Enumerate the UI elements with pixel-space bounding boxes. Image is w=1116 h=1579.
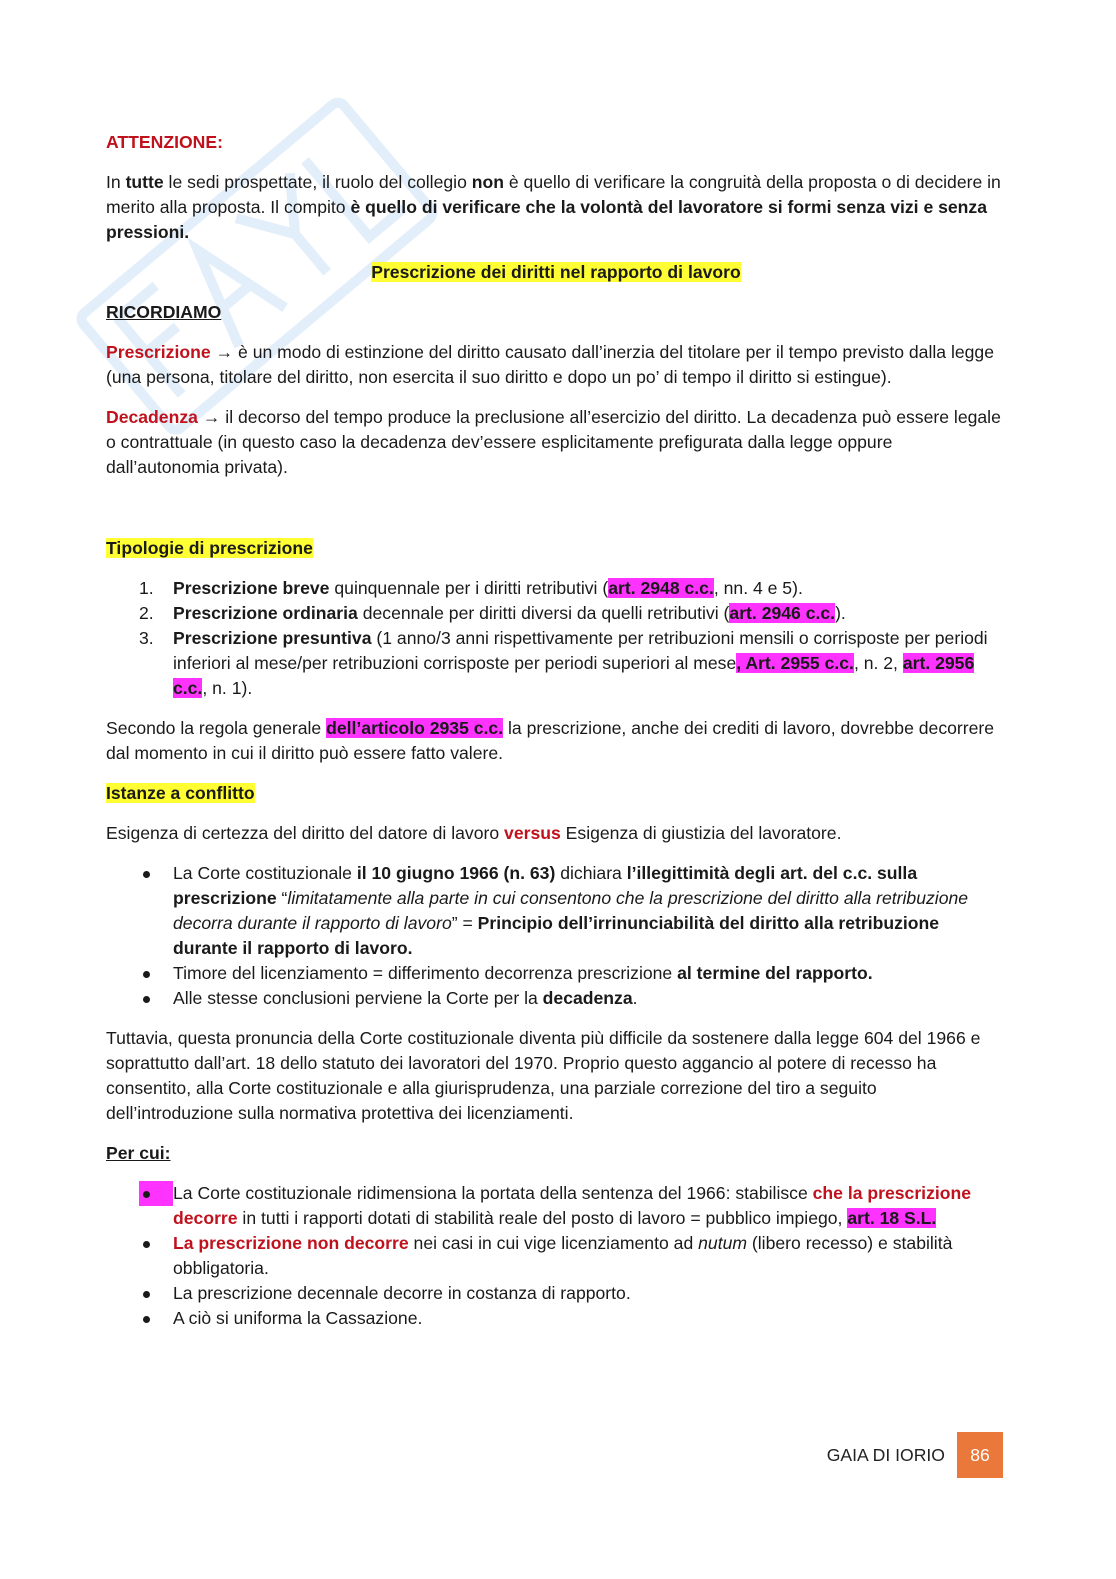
document-page <box>106 130 1006 1346</box>
corte-bullets <box>106 861 1006 1011</box>
decadenza-definition: Decadenza → il decorso del tempo produce la preclusione all’esercizio del diritto. La decadenza può essere legale o contrattuale (in questo caso la decadenza dev’essere esplicitamente prefigurata dalla legge oppure dall’autonomia privata). <box>106 407 1001 477</box>
law-reference: dell’articolo 2935 c.c. <box>326 718 504 738</box>
list-item: La Corte costituzionale il 10 giugno 1966 (n. 63) dichiara l’illegittimità degli art. del c.c. sulla prescrizione “limitatamente alla parte in cui consentono che la prescrizione del diritto alla retribuzione decorra durante il rapporto di lavoro” = Principio dell’irrinunciabilità del diritto alla retribuzione durante il rapporto di lavoro. <box>173 863 969 958</box>
attention-heading: ATTENZIONE: <box>106 132 223 152</box>
law-reference: art. 2946 c.c. <box>729 603 836 623</box>
ricordiamo-heading: RICORDIAMO <box>106 302 222 322</box>
bullet-icon <box>139 1181 173 1206</box>
prescrizione-definition: Prescrizione → è un modo di estinzione del diritto causato dall’inerzia del titolare per il tempo previsto dalla legge (una persona, titolare del diritto, non esercita il suo diritto e dopo un po’ di tempo il diritto si estingue). <box>106 342 995 387</box>
list-item: 1. Prescrizione breve quinquennale per i diritti retributivi (art. 2948 c.c., nn. 4 e 5). <box>139 578 803 598</box>
law-reference: art. 2948 c.c. <box>608 578 714 598</box>
list-item: Timore del licenziamento = differimento decorrenza prescrizione al termine del rapporto. <box>173 963 873 983</box>
list-item: La Corte costituzionale ridimensiona la portata della sentenza del 1966: stabilisce che la prescrizione decorre in tutti i rapporti dotati di stabilità reale del posto di lavoro = pubblico impiego, art. 18 S.L. <box>106 1181 1006 1231</box>
attention-paragraph: In tutte le sedi prospettate, il ruolo del collegio non è quello di verificare la congruità della proposta o di decidere in merito alla proposta. Il compito è quello di verificare che la volontà del lavoratore si formi senza vizi e senza pressioni. <box>106 172 1001 242</box>
per-cui-heading: Per cui: <box>106 1143 171 1163</box>
arrow-right-icon: → <box>210 342 239 362</box>
list-item: La prescrizione decennale decorre in costanza di rapporto. <box>173 1283 631 1303</box>
list-item: La prescrizione non decorre nei casi in cui vige licenziamento ad nutum (libero recesso) e stabilità obbligatoria. <box>173 1233 953 1278</box>
tipologie-list <box>106 576 1006 701</box>
arrow-right-icon: → <box>197 407 226 427</box>
list-item: Alle stesse conclusioni perviene la Corte per la decadenza. <box>173 988 638 1008</box>
list-item: 3. Prescrizione presuntiva (1 anno/3 anni rispettivamente per retribuzioni mensili o corrisposte per periodi inferiori al mese/per retribuzioni corrisposte per periodi superiori al mese, Art. 2955 c.c., n. 2, art. 2956 c.c., n. 1). <box>139 628 988 698</box>
tuttavia-paragraph: Tuttavia, questa pronuncia della Corte costituzionale diventa più difficile da sostenere dalla legge 604 del 1966 e soprattutto dall’art. 18 dello statuto dei lavoratori del 1970. Proprio questo aggancio al potere di recesso ha consentito, alla Corte costituzionale e alla giurisprudenza, una parziale correzione del tiro a seguito dell’introduzione sulla normativa protettiva dei licenziamenti. <box>106 1028 981 1123</box>
regola-paragraph: Secondo la regola generale dell’articolo 2935 c.c. la prescrizione, anche dei crediti di lavoro, dovrebbe decorrere dal momento in cui il diritto può essere fatto valere. <box>106 718 995 763</box>
page-number: 86 <box>957 1432 1003 1478</box>
law-reference: , Art. 2955 c.c. <box>736 653 854 673</box>
esigenza-paragraph: Esigenza di certezza del diritto del datore di lavoro versus Esigenza di giustizia del lavoratore. <box>106 823 842 843</box>
page-footer <box>827 1432 1003 1478</box>
list-item: 2. Prescrizione ordinaria decennale per diritti diversi da quelli retributivi (art. 2946 c.c.). <box>139 603 846 623</box>
list-item: A ciò si uniforma la Cassazione. <box>173 1308 423 1328</box>
law-reference: art. 2956 c.c. <box>173 653 975 698</box>
tipologie-heading: Tipologie di prescrizione <box>106 538 313 558</box>
law-reference: art. 18 S.L. <box>847 1208 937 1228</box>
author-name: GAIA DI IORIO <box>826 1444 945 1465</box>
istanze-heading: Istanze a conflitto <box>106 783 255 803</box>
section-title: Prescrizione dei diritti nel rapporto di lavoro <box>371 262 741 282</box>
per-cui-bullets <box>106 1181 1006 1331</box>
